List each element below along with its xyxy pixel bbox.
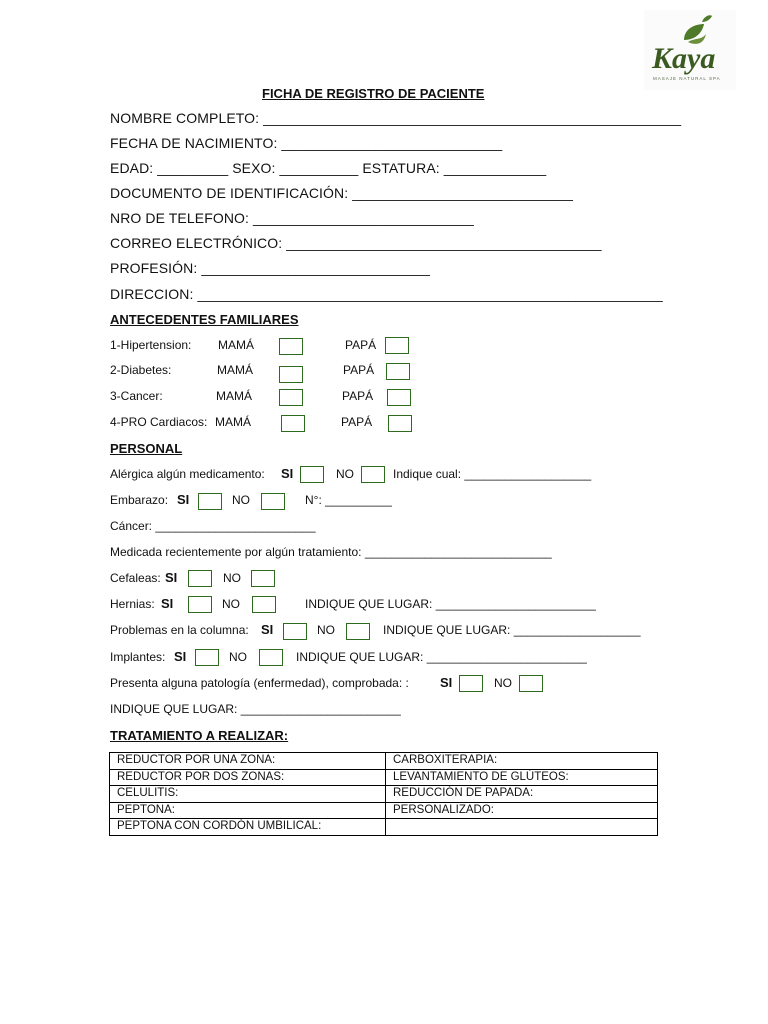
cefaleas-label: Cefaleas: (110, 571, 161, 585)
patologia-si-checkbox[interactable] (459, 675, 483, 692)
embarazo-no-checkbox[interactable] (261, 493, 285, 510)
kaya-logo (644, 10, 736, 90)
table-cell[interactable]: REDUCTOR POR DOS ZONAS: (110, 769, 386, 786)
cefaleas-si-checkbox[interactable] (188, 570, 212, 587)
columna-no-checkbox[interactable] (346, 623, 370, 640)
implantes-si-label: SI (174, 649, 187, 664)
columna-si-checkbox[interactable] (283, 623, 307, 640)
cancer-papa-checkbox[interactable] (387, 389, 411, 406)
indique-cual-field[interactable]: Indique cual: ___________________ (393, 467, 592, 481)
familiares-heading: ANTECEDENTES FAMILIARES (110, 312, 299, 327)
diabetes-label: 2-Diabetes: (110, 363, 172, 377)
personal-heading: PERSONAL (110, 441, 183, 456)
tratamiento-heading: TRATAMIENTO A REALIZAR: (110, 728, 289, 743)
form-title: FICHA DE REGISTRO DE PACIENTE (262, 86, 485, 101)
embarazo-si-label: SI (177, 492, 190, 507)
hipertension-mama-checkbox[interactable] (279, 338, 303, 355)
documento-field[interactable]: DOCUMENTO DE IDENTIFICACIÓN: ____________________________ (110, 185, 574, 201)
cardiacos-label: 4-PRO Cardiacos: (110, 415, 208, 429)
medicada-field[interactable]: Medicada recientemente por algún tratamiento: ____________________________ (110, 545, 552, 559)
table-cell[interactable]: REDUCTOR POR UNA ZONA: (110, 753, 386, 770)
table-cell[interactable]: CELULITIS: (110, 786, 386, 803)
table-row (110, 802, 658, 819)
nombre-field[interactable]: NOMBRE COMPLETO: _____________________________________________________ (110, 110, 682, 126)
cefaleas-no-label: NO (223, 571, 241, 585)
patologia-no-checkbox[interactable] (519, 675, 543, 692)
implantes-no-label: NO (229, 650, 247, 664)
table-cell[interactable]: CARBOXITERAPIA: (386, 753, 658, 770)
telefono-field[interactable]: NRO DE TELEFONO: ____________________________ (110, 210, 474, 226)
numero-field[interactable]: N°: __________ (305, 493, 392, 507)
cardiacos-papa-checkbox[interactable] (388, 415, 412, 432)
hipertension-papa-label: PAPÁ (345, 338, 377, 352)
diabetes-papa-checkbox[interactable] (386, 363, 410, 380)
cardiacos-mama-checkbox[interactable] (281, 415, 305, 432)
cardiacos-papa-label: PAPÁ (341, 415, 373, 429)
cancer-fam-label: 3-Cancer: (110, 389, 163, 403)
table-row (110, 769, 658, 786)
correo-field[interactable]: CORREO ELECTRÓNICO: ________________________________________ (110, 235, 602, 251)
columna-lugar-field[interactable]: INDIQUE QUE LUGAR: ___________________ (383, 623, 641, 637)
hernias-no-label: NO (222, 597, 240, 611)
hipertension-mama-label: MAMÁ (218, 338, 254, 352)
cefaleas-no-checkbox[interactable] (251, 570, 275, 587)
hernias-no-checkbox[interactable] (252, 596, 276, 613)
cardiacos-mama-label: MAMÁ (215, 415, 251, 429)
direccion-field[interactable]: DIRECCION: ___________________________________________________________ (110, 286, 663, 302)
diabetes-mama-label: MAMÁ (217, 363, 253, 377)
profesion-field[interactable]: PROFESIÓN: _____________________________ (110, 260, 431, 276)
columna-si-label: SI (261, 622, 274, 637)
hernias-label: Hernias: (110, 597, 155, 611)
alergica-si-checkbox[interactable] (300, 466, 324, 483)
table-row (110, 786, 658, 803)
fecha-nacimiento-field[interactable]: FECHA DE NACIMIENTO: ____________________________ (110, 135, 503, 151)
implantes-si-checkbox[interactable] (195, 649, 219, 666)
hernias-si-label: SI (161, 596, 174, 611)
implantes-no-checkbox[interactable] (259, 649, 283, 666)
table-row (110, 819, 658, 836)
alergica-no-checkbox[interactable] (361, 466, 385, 483)
edad-sexo-estatura-field[interactable]: EDAD: _________ SEXO: __________ ESTATURA: _____________ (110, 160, 547, 176)
table-cell[interactable]: PERSONALIZADO: (386, 802, 658, 819)
diabetes-papa-label: PAPÁ (343, 363, 375, 377)
patologia-si-label: SI (440, 675, 453, 690)
table-cell[interactable] (386, 819, 658, 836)
alergica-no-label: NO (336, 467, 354, 481)
table-cell[interactable]: PEPTONA: (110, 802, 386, 819)
alergica-label: Alérgica algún medicamento: (110, 467, 265, 481)
columna-label: Problemas en la columna: (110, 623, 249, 637)
patologia-label: Presenta alguna patología (enfermedad), comprobada: : (110, 676, 409, 690)
embarazo-label: Embarazo: (110, 493, 169, 507)
implantes-lugar-field[interactable]: INDIQUE QUE LUGAR: ________________________ (296, 650, 587, 664)
hipertension-papa-checkbox[interactable] (385, 337, 409, 354)
hernias-lugar-field[interactable]: INDIQUE QUE LUGAR: ________________________ (305, 597, 596, 611)
logo-tagline: MASAJE NATURAL SPA (653, 76, 721, 81)
table-row (110, 753, 658, 770)
columna-no-label: NO (317, 623, 335, 637)
tratamiento-table (109, 752, 658, 836)
diabetes-mama-checkbox[interactable] (279, 366, 303, 383)
hipertension-label: 1-Hipertension: (110, 338, 192, 352)
embarazo-no-label: NO (232, 493, 250, 507)
cancer-mama-checkbox[interactable] (279, 389, 303, 406)
table-cell[interactable]: REDUCCIÓN DE PAPADA: (386, 786, 658, 803)
alergica-si-label: SI (281, 466, 294, 481)
embarazo-si-checkbox[interactable] (198, 493, 222, 510)
patologia-no-label: NO (494, 676, 512, 690)
table-cell[interactable]: PEPTONA CON CORDÓN UMBILICAL: (110, 819, 386, 836)
cancer-mama-label: MAMÁ (216, 389, 252, 403)
cancer-papa-label: PAPÁ (342, 389, 374, 403)
cancer-personal-field[interactable]: Cáncer: ________________________ (110, 519, 316, 533)
logo-word: Kaya (652, 42, 716, 75)
implantes-label: Implantes: (110, 650, 166, 664)
table-cell[interactable]: LEVANTAMIENTO DE GLÚTEOS: (386, 769, 658, 786)
lugar-final-field[interactable]: INDIQUE QUE LUGAR: ________________________ (110, 702, 401, 716)
cefaleas-si-label: SI (165, 570, 178, 585)
hernias-si-checkbox[interactable] (188, 596, 212, 613)
